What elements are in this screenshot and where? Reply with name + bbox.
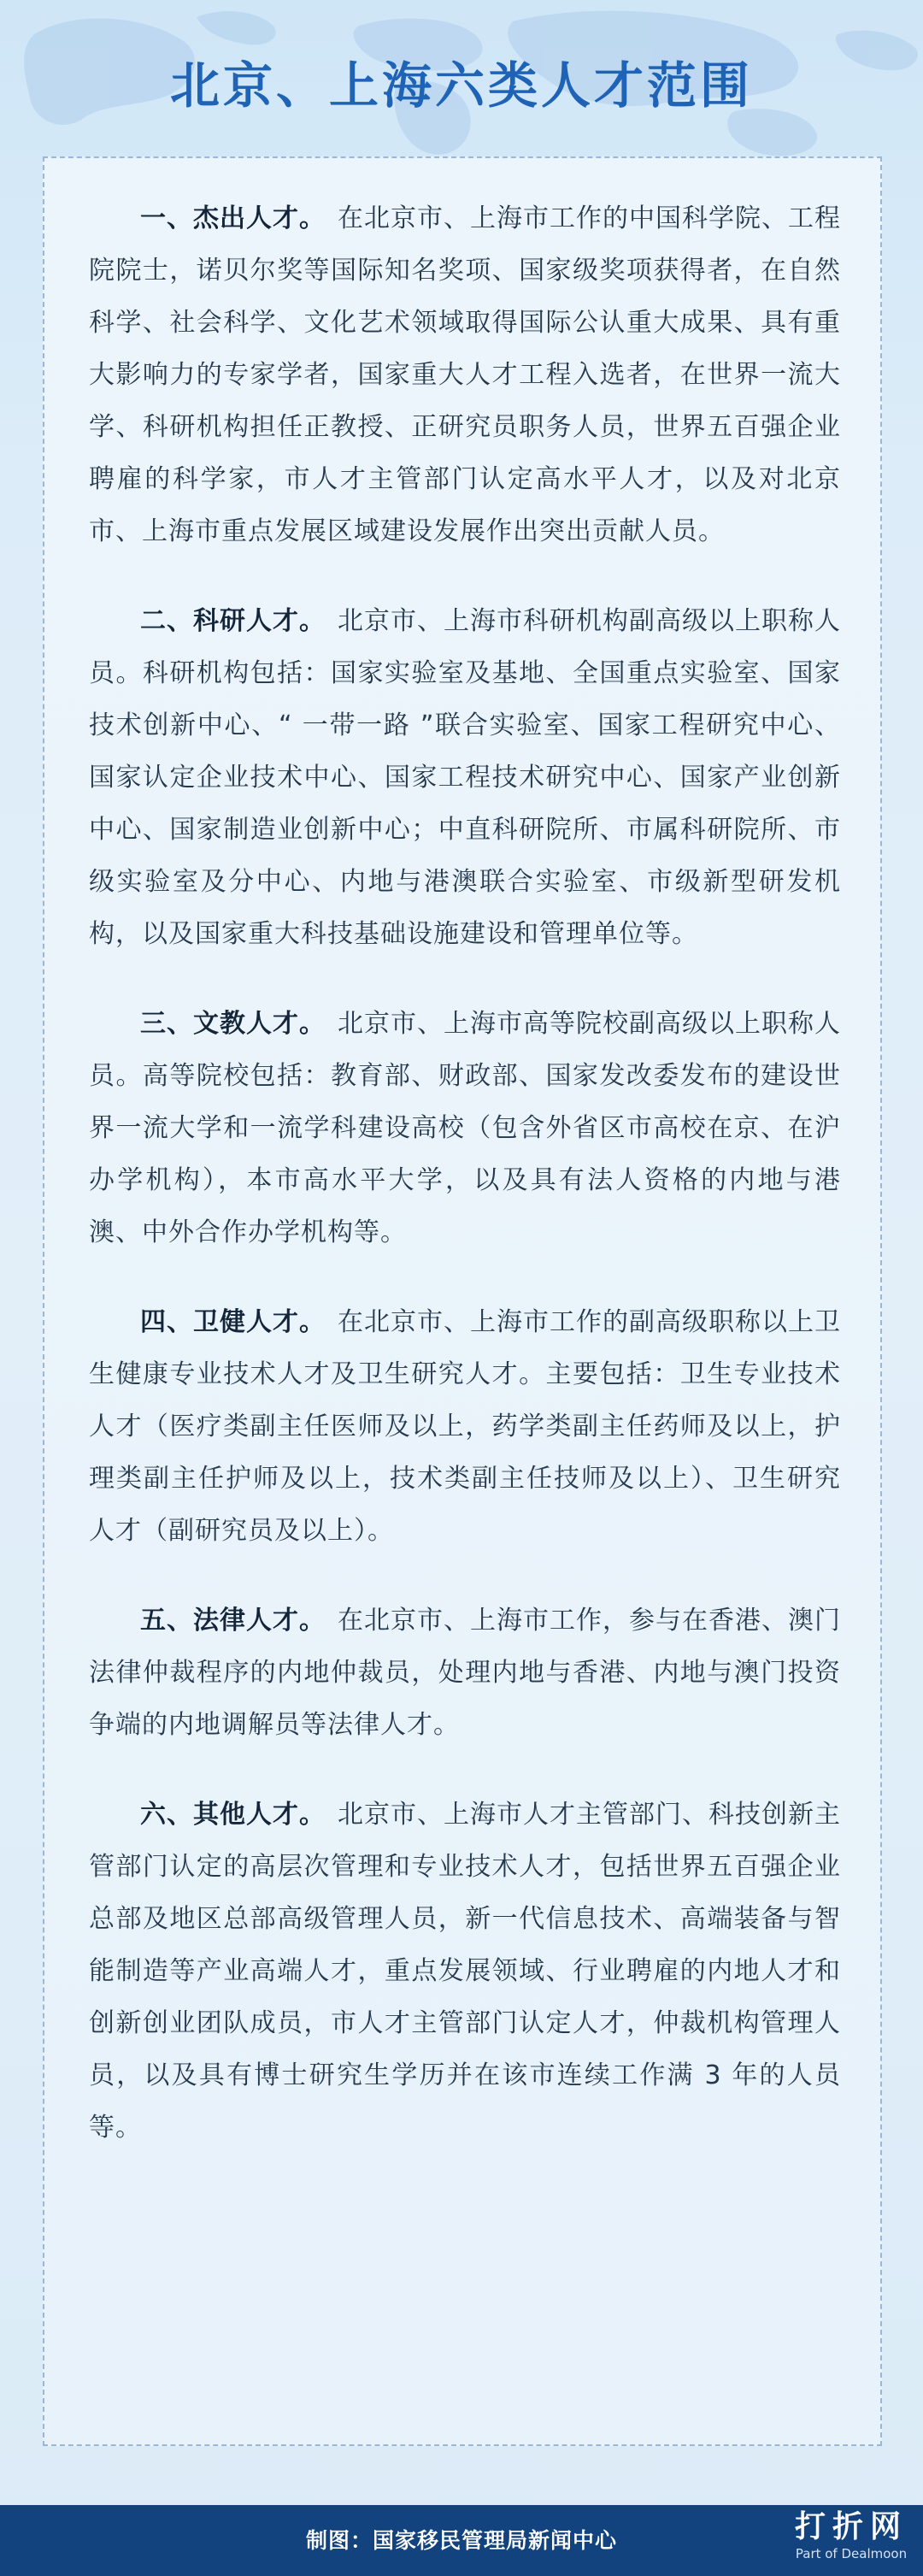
talent-sections — [89, 192, 841, 2191]
section-research-talent — [89, 595, 841, 960]
section-other-talent — [89, 1789, 841, 2154]
footer-credit: 制图：国家移民管理局新闻中心 — [305, 2528, 617, 2553]
logo-subtext: Part of Dealmoon — [795, 2546, 908, 2561]
section-body: 北京市、上海市高等院校副高级以上职称人员。高等院校包括：教育部、财政部、国家发改委发布的建设世界一流大学和一流学科建设高校（包含外省区市高校在京、在沪办学机构），本市高水平大学，以及具有法人资格的内地与港澳、中外合作办学机构等。 — [89, 1009, 841, 1247]
section-body: 北京市、上海市科研机构副高级以上职称人员。科研机构包括：国家实验室及基地、全国重点实验室、国家技术创新中心、“ 一带一路 ”联合实验室、国家工程研究中心、国家认定企业技术中心、国家工程技术研究中心、国家产业创新中心、国家制造业创新中心；中直科研院所、市属科研院所、市级实验室及分中心、内地与港澳联合实验室、市级新型研发机构，以及国家重大科技基础设施建设和管理单位等。 — [89, 606, 841, 949]
dealmoon-logo[interactable] — [795, 2508, 908, 2561]
section-education-talent — [89, 998, 841, 1259]
section-health-talent — [89, 1296, 841, 1557]
section-body: 在北京市、上海市工作的副高级职称以上卫生健康专业技术人才及卫生研究人才。主要包括：卫生专业技术人才（医疗类副主任医师及以上，药学类副主任药师及以上，护理类副主任护师及以上，技术类副主任技师及以上）、卫生研究人才（副研究员及以上）。 — [89, 1307, 841, 1546]
footer-bar — [0, 2505, 923, 2576]
section-outstanding-talent — [89, 192, 841, 557]
section-body: 在北京市、上海市工作，参与在香港、澳门法律仲裁程序的内地仲裁员，处理内地与香港、内地与澳门投资争端的内地调解员等法律人才。 — [89, 1606, 841, 1740]
section-legal-talent — [89, 1595, 841, 1751]
section-body: 北京市、上海市人才主管部门、科技创新主管部门认定的高层次管理和专业技术人才，包括世界五百强企业总部及地区总部高级管理人员，新一代信息技术、高端装备与智能制造等产业高端人才，重点发展领域、行业聘雇的内地人才和创新创业团队成员，市人才主管部门认定人才，仲裁机构管理人员，以及具有博士研究生学历并在该市连续工作满 3 年的人员等。 — [89, 1800, 841, 2143]
section-heading: 二、科研人才。 — [140, 606, 326, 636]
section-heading: 五、法律人才。 — [140, 1606, 326, 1636]
section-heading: 一、杰出人才。 — [140, 203, 326, 233]
section-heading: 六、其他人才。 — [140, 1800, 326, 1830]
page-title: 北京、上海六类人才范围 — [169, 56, 753, 115]
section-heading: 三、文教人才。 — [140, 1009, 326, 1039]
section-body: 在北京市、上海市工作的中国科学院、工程院院士，诺贝尔奖等国际知名奖项、国家级奖项获得者，在自然科学、社会科学、文化艺术领域取得国际公认重大成果、具有重大影响力的专家学者，国家重大人才工程入选者，在世界一流大学、科研机构担任正教授、正研究员职务人员，世界五百强企业聘雇的科学家，市人才主管部门认定高水平人才，以及对北京市、上海市重点发展区域建设发展作出突出贡献人员。 — [89, 203, 841, 546]
section-heading: 四、卫健人才。 — [140, 1307, 326, 1337]
logo-text: 打折网 — [794, 2509, 908, 2544]
content-panel — [43, 156, 882, 2446]
